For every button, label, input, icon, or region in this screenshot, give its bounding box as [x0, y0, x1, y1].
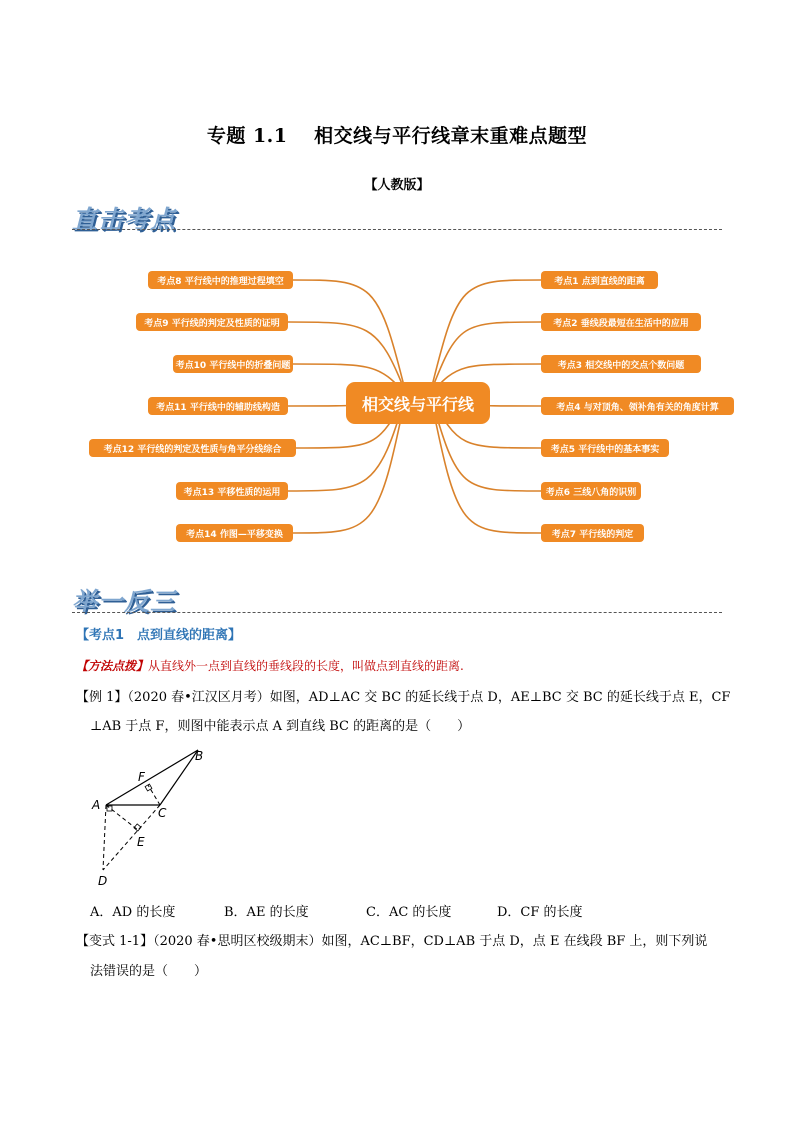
choice-b: B．AE 的长度	[224, 905, 309, 920]
point-label-e: E	[137, 835, 145, 849]
choice-a: A．AD 的长度	[90, 905, 176, 920]
variant-1-1-text-line2: 法错误的是（ ）	[90, 964, 208, 979]
svg-text:相交线与平行线: 相交线与平行线	[361, 395, 475, 414]
section-heading-practice: 举一反三	[72, 587, 177, 616]
mind-node-right-4	[541, 397, 734, 415]
svg-text:考点3 相交线中的交点个数问题: 考点3 相交线中的交点个数问题	[557, 361, 685, 371]
svg-text:考点10 平行线中的折叠问题: 考点10 平行线中的折叠问题	[175, 361, 291, 371]
geometry-figure	[88, 745, 218, 890]
svg-text:考点14 作图—平移变换: 考点14 作图—平移变换	[186, 530, 283, 540]
svg-text:考点8 平行线中的推理过程填空: 考点8 平行线中的推理过程填空	[157, 277, 284, 287]
method-text: 从直线外一点到直线的垂线段的长度，叫做点到直线的距离.	[148, 659, 464, 673]
segment-cb	[160, 750, 198, 805]
mind-node-left-12	[89, 439, 296, 457]
svg-text:考点9 平行线的判定及性质的证明: 考点9 平行线的判定及性质的证明	[144, 319, 280, 329]
mind-node-left-10	[173, 355, 293, 373]
example-1-text-line2: ⊥AB 于点 F，则图中能表示点 A 到直线 BC 的距离的是（ ）	[90, 719, 471, 734]
segment-ae	[106, 805, 138, 830]
segment-ad	[103, 805, 106, 870]
svg-text:考点12 平行线的判定及性质与角平分线综合: 考点12 平行线的判定及性质与角平分线综合	[103, 445, 282, 455]
svg-text:考点5 平行线中的基本事实: 考点5 平行线中的基本事实	[550, 445, 660, 455]
mind-node-left-9	[136, 313, 288, 331]
section-heading-key-points: 直击考点	[72, 205, 177, 234]
mind-node-right-5	[541, 439, 669, 457]
topic-heading: 【考点1 点到直线的距离】	[76, 628, 242, 643]
point-label-a: A	[92, 798, 101, 812]
mind-map-center	[346, 382, 490, 424]
mind-map	[88, 246, 748, 556]
mind-node-left-13	[176, 482, 288, 500]
section-divider	[72, 612, 722, 613]
variant-1-1-text-line1: 【变式 1-1】（2020 春•思明区校级期末）如图，AC⊥BF，CD⊥AB 于点 D，点 E 在线段 BF 上，则下列说	[76, 934, 708, 949]
choice-d: D．CF 的长度	[497, 905, 583, 920]
mind-node-left-11	[148, 397, 288, 415]
svg-text:考点2 垂线段最短在生活中的应用: 考点2 垂线段最短在生活中的应用	[553, 319, 689, 329]
mind-node-right-6	[541, 482, 641, 500]
choice-c: C．AC 的长度	[366, 905, 452, 920]
section-divider	[72, 229, 722, 230]
point-label-d: D	[98, 874, 108, 888]
page-subtitle: 【人教版】	[364, 178, 430, 193]
method-note	[76, 657, 464, 674]
svg-text:考点6 三线八角的识别: 考点6 三线八角的识别	[545, 488, 637, 498]
segment-ab	[106, 750, 198, 805]
point-label-b: B	[195, 749, 204, 763]
mind-node-left-14	[176, 524, 293, 542]
segment-cd	[103, 805, 160, 870]
page-title: 专题 1.1 相交线与平行线章末重难点题型	[206, 125, 588, 147]
svg-text:考点7 平行线的判定: 考点7 平行线的判定	[551, 530, 634, 540]
method-tag: 【方法点拨】	[76, 659, 149, 673]
example-1-text-line1: 【例 1】（2020 春•江汉区月考）如图，AD⊥AC 交 BC 的延长线于点 D，AE⊥BC 交 BC 的延长线于点 E，CF	[76, 690, 731, 705]
svg-text:考点1 点到直线的距离: 考点1 点到直线的距离	[554, 277, 645, 287]
mind-node-right-3	[541, 355, 701, 373]
svg-text:考点13 平移性质的运用: 考点13 平移性质的运用	[183, 488, 281, 498]
mind-node-right-2	[541, 313, 701, 331]
mind-node-right-1	[541, 271, 658, 289]
mind-node-left-8	[148, 271, 293, 289]
svg-text:考点11 平行线中的辅助线构造: 考点11 平行线中的辅助线构造	[156, 403, 280, 413]
point-label-f: F	[138, 770, 145, 784]
svg-text:考点4 与对顶角、领补角有关的角度计算: 考点4 与对顶角、领补角有关的角度计算	[556, 403, 719, 413]
point-label-c: C	[158, 806, 167, 820]
mind-node-right-7	[541, 524, 644, 542]
segment-cf	[148, 785, 160, 805]
